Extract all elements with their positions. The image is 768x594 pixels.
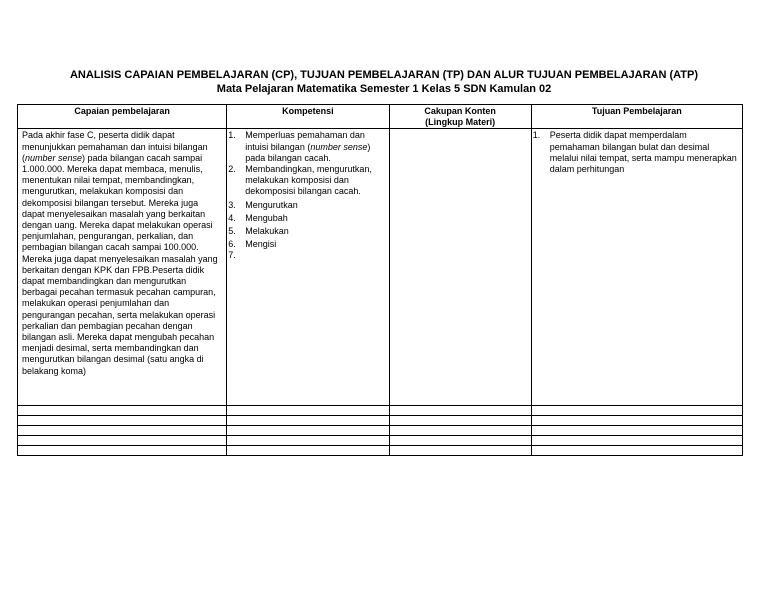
header-cakupan-line2: (Lingkup Materi) — [425, 117, 496, 128]
empty-cell — [227, 406, 389, 416]
empty-row — [18, 436, 743, 446]
list-number: 1. — [228, 130, 236, 141]
table-header-row — [18, 105, 743, 129]
empty-cell — [227, 426, 389, 436]
list-number: 1. — [532, 130, 541, 141]
list-item-text — [245, 250, 385, 261]
document-title: ANALISIS CAPAIAN PEMBELAJARAN (CP), TUJUAN PEMBELAJARAN (TP) DAN ALUR TUJUAN PEMBELAJARAN (ATP) — [69, 69, 699, 81]
empty-cell — [227, 436, 389, 446]
header-capaian-pembelajaran: Capaian pembelajaran — [18, 105, 227, 129]
empty-cell — [18, 436, 227, 446]
empty-cell — [531, 446, 742, 456]
cell-tujuan-pembelajaran — [531, 129, 742, 406]
header-kompetensi: Kompetensi — [227, 105, 389, 129]
cp-text-end: ) pada bilangan cacah sampai 1.000.000. Mereka dapat membaca, menulis, menentukan nilai tempat, membandingkan, mengurutkan, melakukan komposisi dan dekomposisi bilangan tersebut. Mereka juga dapat menyelesaikan masalah yang berkaitan dengan uang. Mereka dapat melakukan operasi penjumlahan, pengurangan, perkalian, dan pembagian bilangan cacah sampai 100.000. Mereka juga dapat menyelesaikan masalah yang berkaitan dengan KPK dan FPB.Peserta didik dapat membandingkan dan mengurutkan berbagai pecahan termasuk pecahan campuran, melakukan operasi penjumlahan dan pengurangan pecahan, serta melakukan operasi perkalian dan pembagian pecahan dengan bilangan asli. Mereka dapat mengubah pecahan menjadi desimal, serta membandingkan dan mengurutkan bilangan desimal (satu angka di belakang koma) — [22, 152, 218, 376]
empty-cell — [389, 406, 531, 416]
empty-cell — [531, 416, 742, 426]
header-tujuan-pembelajaran: Tujuan Pembelajaran — [531, 105, 742, 129]
empty-cell — [18, 426, 227, 436]
cell-kompetensi — [227, 129, 389, 406]
list-item-text — [245, 130, 385, 164]
list-number: 5. — [228, 226, 236, 237]
empty-row — [18, 446, 743, 456]
empty-cell — [227, 446, 389, 456]
list-item-text: Peserta didik dapat memperdalam pemahaman bilangan bulat dan desimal melalui nilai tempat, serta mampu menerapkan dalam perhitungan — [549, 130, 737, 175]
kompetensi-1-start: Memperluas pemahaman dan intuisi bilangan ( — [245, 130, 365, 152]
list-item-text: Mengisi — [245, 239, 277, 250]
empty-cell — [389, 416, 531, 426]
list-item — [227, 226, 385, 237]
list-item — [227, 213, 385, 224]
list-item-text: Mengubah — [245, 212, 288, 223]
document-subtitle: Mata Pelajaran Matematika Semester 1 Kelas 5 SDN Kamulan 02 — [216, 83, 552, 95]
empty-cell — [18, 446, 227, 456]
empty-cell — [531, 406, 742, 416]
empty-row — [18, 406, 743, 416]
kompetensi-1-end: ) pada bilangan cacah. — [245, 141, 371, 163]
empty-row — [18, 416, 743, 426]
list-item-text: Membandingkan, mengurutkan, melakukan komposisi dan dekomposisi bilangan cacah. — [245, 164, 372, 197]
atp-table — [17, 104, 743, 456]
list-number: 7. — [228, 250, 236, 261]
empty-cell — [227, 416, 389, 426]
empty-cell — [531, 426, 742, 436]
empty-cell — [389, 436, 531, 446]
list-number: 6. — [228, 239, 236, 250]
cell-capaian-pembelajaran — [18, 129, 227, 406]
header-cakupan-konten — [389, 105, 531, 129]
list-item — [227, 250, 385, 261]
list-item — [532, 130, 739, 175]
kompetensi-list — [227, 130, 385, 261]
empty-cell — [18, 406, 227, 416]
cp-text-italic: number sense — [25, 152, 83, 163]
list-number: 4. — [228, 212, 236, 223]
list-item — [227, 164, 385, 198]
list-item-text: Melakukan — [245, 226, 289, 237]
list-item — [227, 130, 385, 164]
list-item — [227, 239, 385, 250]
empty-cell — [389, 446, 531, 456]
list-item — [227, 200, 385, 211]
empty-cell — [389, 426, 531, 436]
cell-cakupan-konten — [389, 129, 531, 406]
header-cakupan-line1: Cakupan Konten — [424, 106, 496, 116]
table-row — [18, 129, 743, 406]
kompetensi-1-italic: number sense — [310, 141, 368, 152]
empty-cell — [531, 436, 742, 446]
list-number: 3. — [228, 199, 236, 210]
empty-row — [18, 426, 743, 436]
list-number: 2. — [228, 164, 236, 175]
list-item-text: Mengurutkan — [245, 199, 298, 210]
empty-cell — [18, 416, 227, 426]
cp-text-start: Pada akhir fase C, peserta didik dapat menunjukkan pemahaman dan intuisi bilangan ( — [22, 130, 208, 163]
tujuan-list — [532, 130, 739, 175]
